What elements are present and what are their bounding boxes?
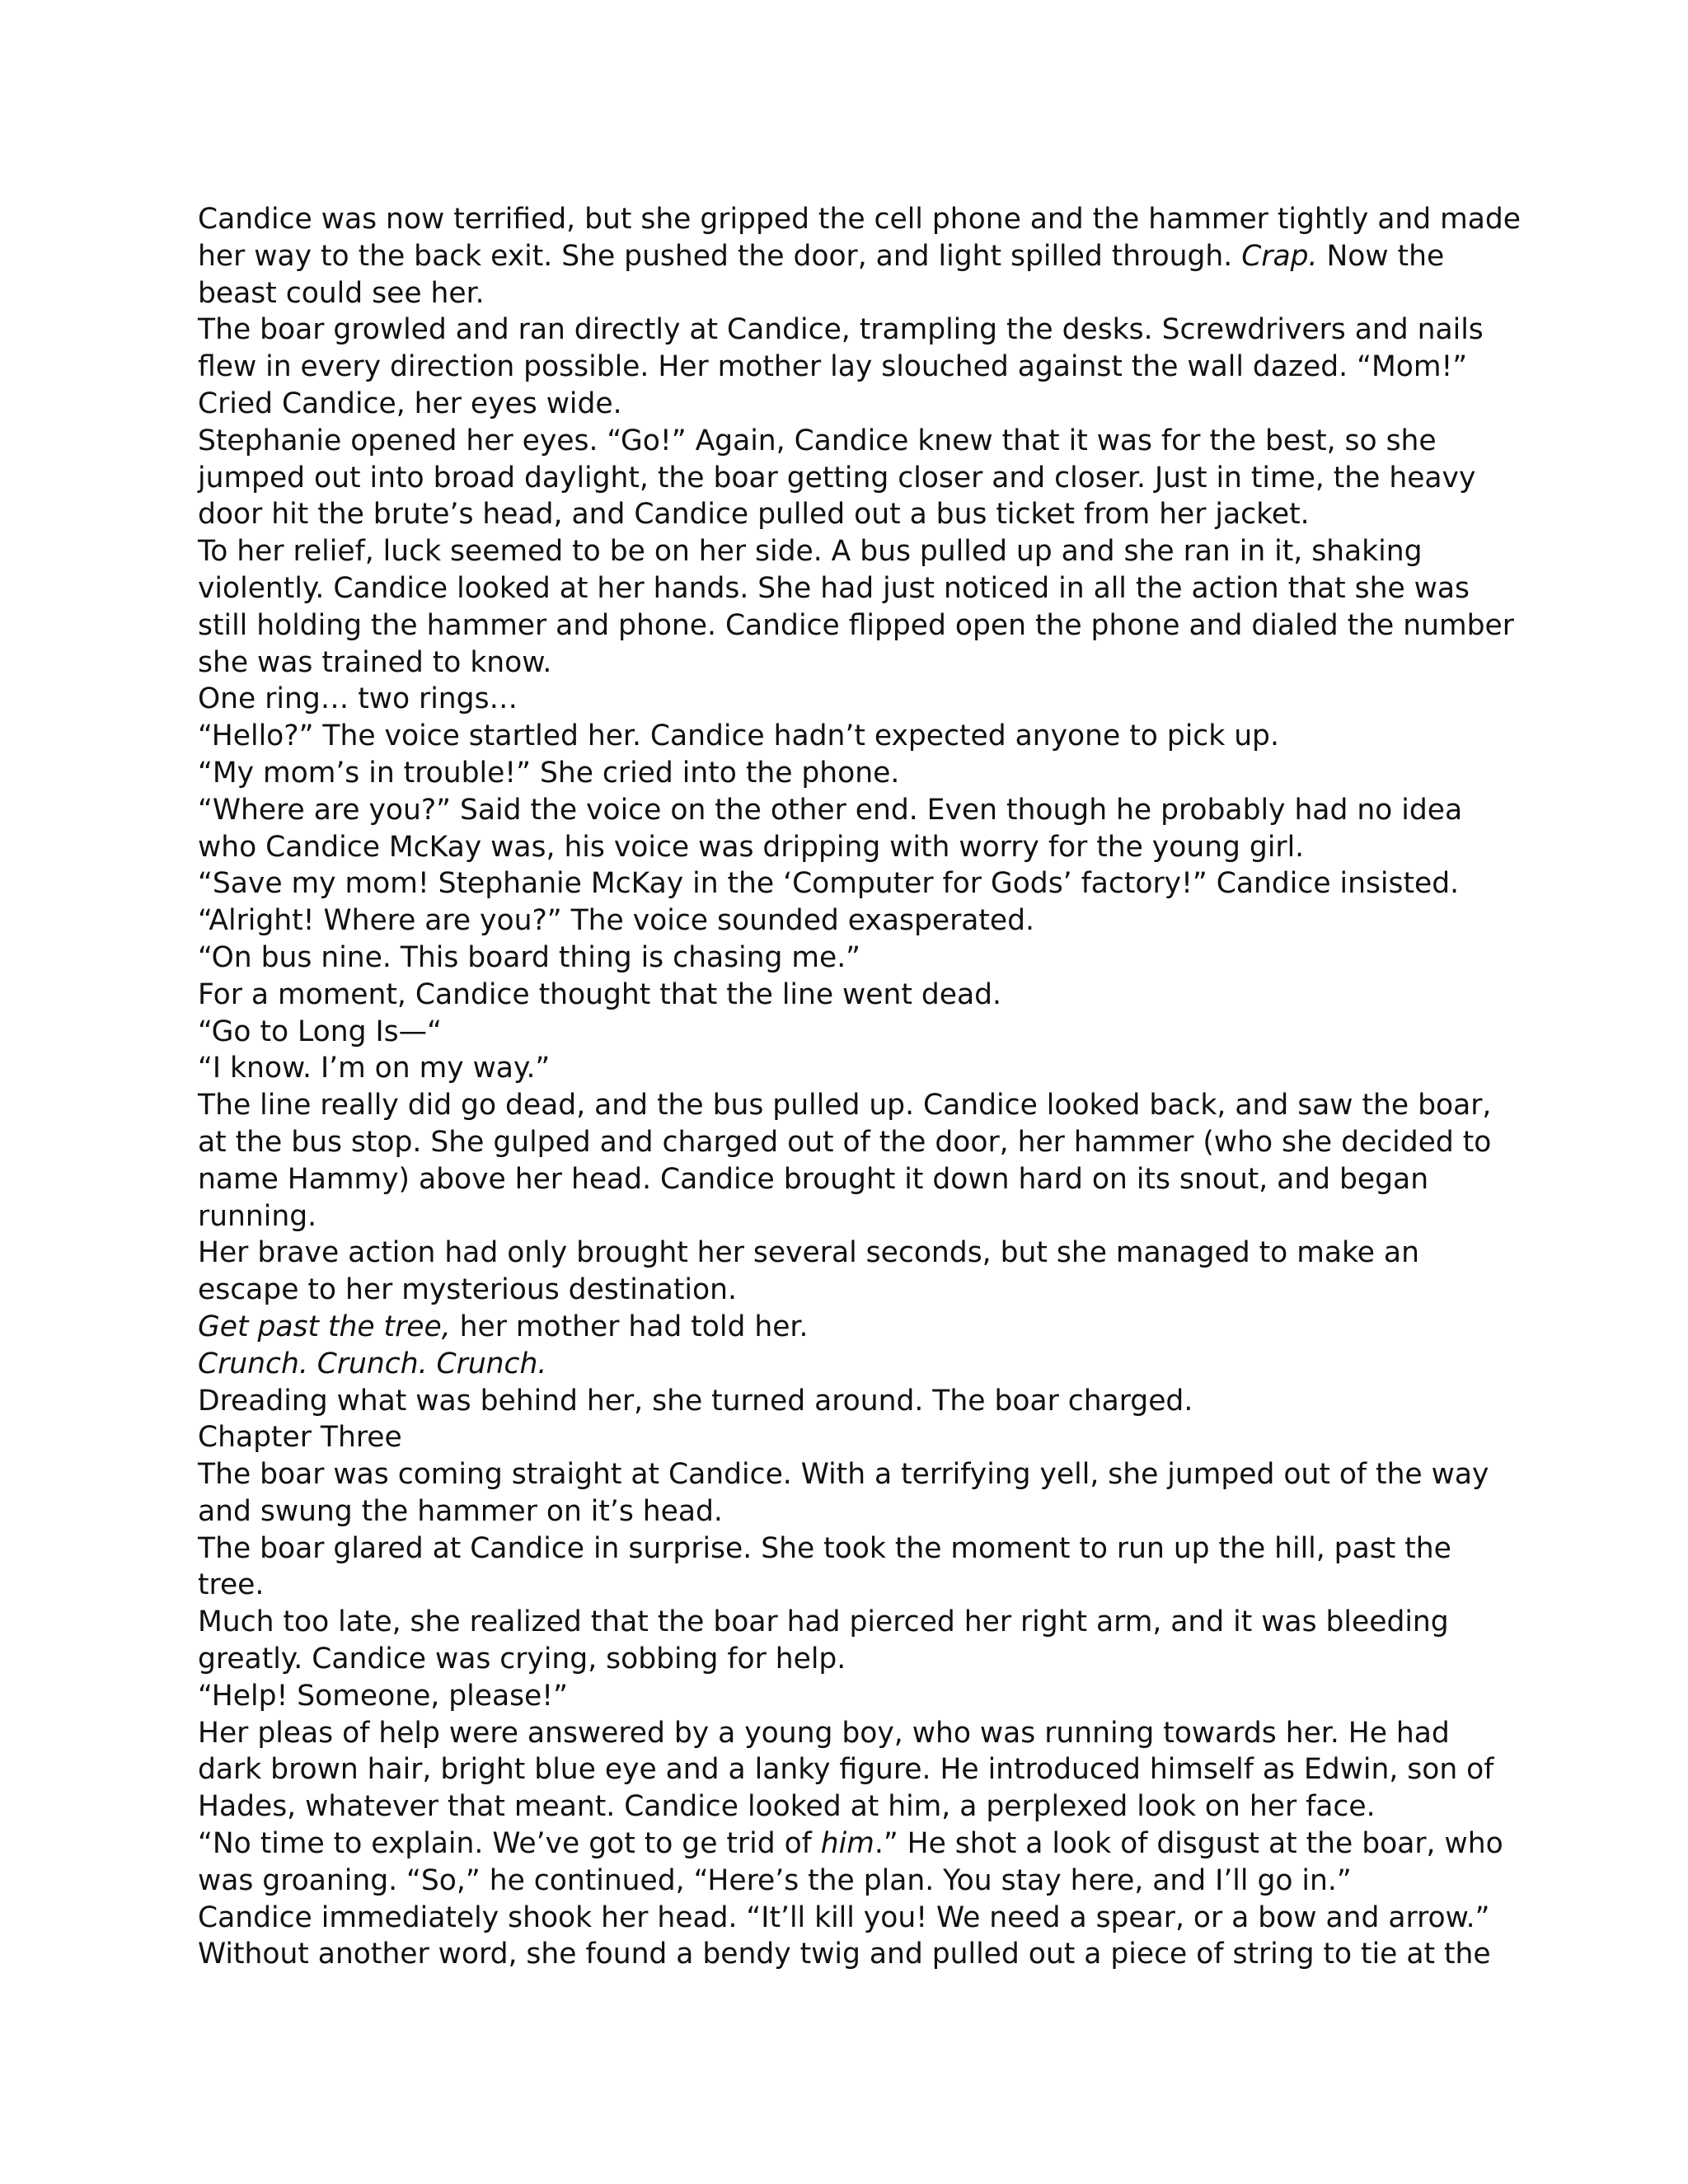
text-line — [198, 1161, 1517, 1198]
text-run: “Alright! Where are you?” The voice sounded exasperated. — [198, 904, 1035, 938]
text-line — [198, 312, 1517, 349]
text-line — [198, 1530, 1517, 1568]
text-run: “I know. I’m on my way.” — [198, 1052, 551, 1085]
text-run: flew in every direction possible. Her mother lay slouched against the wall dazed. “Mom!” — [198, 350, 1468, 384]
text-line — [198, 1788, 1517, 1825]
italic-text-run: him — [820, 1827, 874, 1861]
text-run: her way to the back exit. She pushed the door, and light spilled through. — [198, 239, 1242, 273]
text-line — [198, 1900, 1517, 1937]
text-run: Without another word, she found a bendy twig and pulled out a piece of string to tie at the — [198, 1938, 1491, 1971]
text-run: Cried Candice, her eyes wide. — [198, 387, 622, 420]
text-line — [198, 1309, 1517, 1346]
text-line — [198, 1567, 1517, 1604]
text-line — [198, 1456, 1517, 1493]
text-line — [198, 1235, 1517, 1272]
text-line — [198, 829, 1517, 866]
text-run: “My mom’s in trouble!” She cried into the phone. — [198, 756, 900, 790]
text-run: her mother had told her. — [450, 1310, 809, 1343]
text-run: Dreading what was behind her, she turned around. The boar charged. — [198, 1384, 1193, 1418]
body-text — [198, 201, 1521, 1973]
text-run: “No time to explain. We’ve got to ge trid of — [198, 1827, 821, 1861]
text-run: who Candice McKay was, his voice was dripping with worry for the young girl. — [198, 830, 1305, 864]
text-line — [198, 1198, 1517, 1235]
text-line — [198, 1383, 1517, 1420]
text-line — [198, 349, 1517, 386]
text-line — [198, 201, 1521, 238]
text-run: at the bus stop. She gulped and charged out of the door, her hammer (who she decided to — [198, 1125, 1492, 1159]
text-line — [198, 1419, 1517, 1456]
text-line — [198, 1825, 1517, 1863]
text-line — [198, 1050, 1517, 1087]
text-run: greatly. Candice was crying, sobbing for help. — [198, 1643, 846, 1676]
text-run: tree. — [198, 1568, 265, 1602]
text-line — [198, 644, 1517, 682]
text-run: .” He shot a look of disgust at the boar, who — [874, 1827, 1503, 1861]
text-run: “Where are you?” Said the voice on the other end. Even though he probably had no idea — [198, 793, 1463, 827]
text-run: The boar was coming straight at Candice. With a terrifying yell, she jumped out of the way — [198, 1458, 1489, 1492]
text-run: Much too late, she realized that the boar had pierced her right arm, and it was bleeding — [198, 1605, 1449, 1639]
text-line — [198, 977, 1517, 1014]
text-run: “Save my mom! Stephanie McKay in the ‘Computer for Gods’ factory!” Candice insisted. — [198, 867, 1460, 901]
text-run: jumped out into broad daylight, the boar getting closer and closer. Just in time, the heavy — [198, 461, 1476, 494]
text-run: For a moment, Candice thought that the line went dead. — [198, 977, 1001, 1011]
text-line — [198, 755, 1517, 792]
text-run: she was trained to know. — [198, 645, 552, 679]
text-line — [198, 423, 1517, 460]
text-run: The boar glared at Candice in surprise. She took the moment to run up the hill, past the — [198, 1531, 1451, 1565]
text-line — [198, 1678, 1517, 1715]
text-line — [198, 1936, 1517, 1973]
text-line — [198, 496, 1517, 533]
text-run: To her relief, luck seemed to be on her side. A bus pulled up and she ran in it, shaking — [198, 535, 1423, 569]
text-run: Now the — [1317, 239, 1445, 273]
text-run: running. — [198, 1199, 317, 1233]
text-run: Chapter Three — [198, 1421, 402, 1455]
text-run: dark brown hair, bright blue eye and a lanky figure. He introduced himself as Edwin, son of — [198, 1753, 1494, 1787]
text-run: violently. Candice looked at her hands. She had just noticed in all the action that she was — [198, 571, 1470, 605]
text-run: beast could see her. — [198, 276, 485, 310]
text-line — [198, 1346, 1517, 1383]
text-run: The line really did go dead, and the bus pulled up. Candice looked back, and saw the boar, — [198, 1089, 1492, 1122]
text-line — [198, 238, 1517, 275]
text-line — [198, 386, 1517, 423]
text-line — [198, 1604, 1517, 1641]
text-run: Hades, whatever that meant. Candice looked at him, a perplexed look on her face. — [198, 1790, 1376, 1824]
text-run: and swung the hammer on it’s head. — [198, 1494, 723, 1528]
italic-text-run: Crunch. Crunch. Crunch. — [198, 1347, 547, 1380]
text-line — [198, 940, 1517, 977]
text-line — [198, 460, 1517, 497]
text-line — [198, 718, 1517, 755]
text-line — [198, 607, 1517, 644]
text-run: Stephanie opened her eyes. “Go!” Again, Candice knew that it was for the best, so she — [198, 424, 1437, 457]
text-line — [198, 1124, 1517, 1161]
text-line — [198, 1751, 1517, 1788]
text-run: “Help! Someone, please!” — [198, 1679, 568, 1713]
text-line — [198, 275, 1517, 312]
text-run: Candice immediately shook her head. “It’ll kill you! We need a spear, or a bow and arrow.” — [198, 1900, 1490, 1934]
text-line — [198, 1641, 1517, 1678]
text-run: was groaning. “So,” he continued, “Here’s the plan. You stay here, and I’ll go in.” — [198, 1863, 1352, 1897]
text-run: “On bus nine. This board thing is chasing me.” — [198, 940, 861, 974]
text-line — [198, 1863, 1517, 1900]
text-line — [198, 1014, 1517, 1051]
text-line — [198, 792, 1517, 829]
text-line — [198, 902, 1517, 940]
text-line — [198, 570, 1517, 607]
italic-text-run: Crap. — [1241, 239, 1318, 273]
text-line — [198, 533, 1517, 570]
text-run: The boar growled and ran directly at Candice, trampling the desks. Screwdrivers and nails — [198, 313, 1484, 347]
text-run: still holding the hammer and phone. Candice flipped open the phone and dialed the number — [198, 608, 1514, 642]
text-line — [198, 1272, 1517, 1309]
text-line — [198, 681, 1517, 718]
text-run: door hit the brute’s head, and Candice pulled out a bus ticket from her jacket. — [198, 498, 1310, 532]
text-run: Candice was now terrified, but she gripped the cell phone and the hammer tightly and made — [198, 203, 1521, 236]
text-run: “Go to Long Is—“ — [198, 1015, 443, 1048]
text-line — [198, 1087, 1517, 1124]
text-line — [198, 865, 1517, 902]
text-run: Her pleas of help were answered by a young boy, who was running towards her. He had — [198, 1716, 1450, 1750]
text-run: name Hammy) above her head. Candice brought it down hard on its snout, and began — [198, 1162, 1429, 1196]
text-run: escape to her mysterious destination. — [198, 1273, 737, 1307]
text-line — [198, 1493, 1517, 1530]
text-run: Her brave action had only brought her several seconds, but she managed to make an — [198, 1236, 1419, 1270]
text-line — [198, 1715, 1517, 1752]
text-run: “Hello?” The voice startled her. Candice hadn’t expected anyone to pick up. — [198, 719, 1279, 753]
italic-text-run: Get past the tree, — [198, 1310, 451, 1343]
text-run: One ring… two rings… — [198, 682, 518, 716]
